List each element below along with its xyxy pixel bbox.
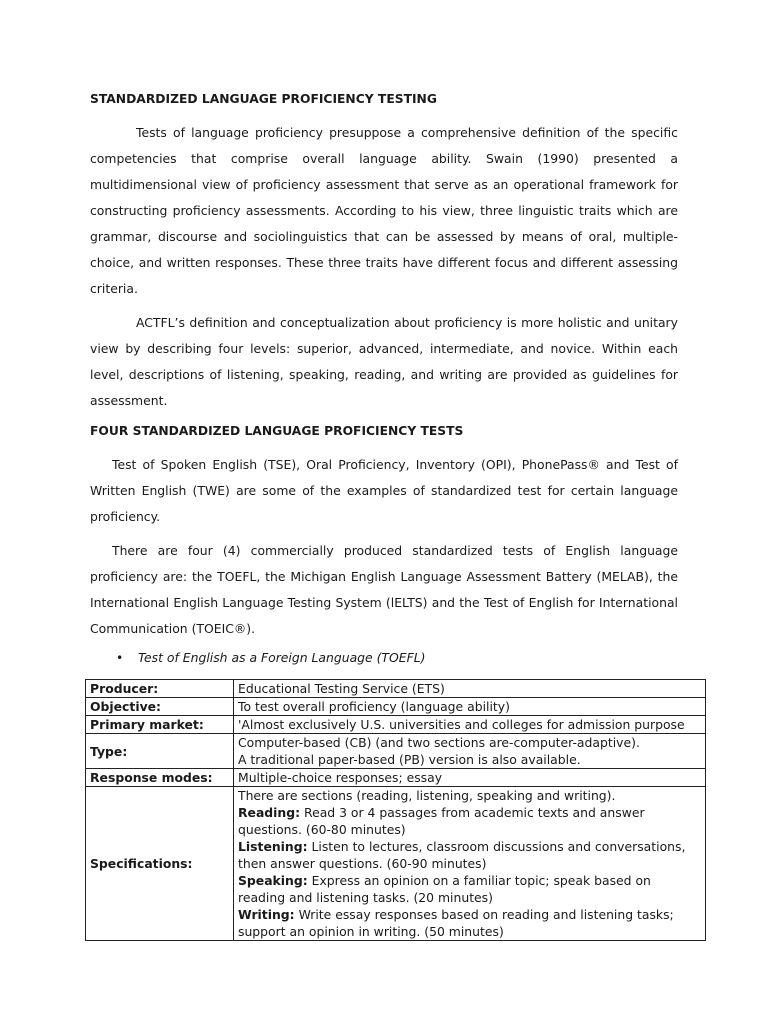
spec-speaking-label: Speaking: xyxy=(238,873,308,888)
bullet-text: Test of English as a Foreign Language (TOEFL) xyxy=(138,650,426,665)
specifications-label: Specifications: xyxy=(86,787,234,941)
section-heading-standardized-testing: STANDARDIZED LANGUAGE PROFICIENCY TESTING xyxy=(90,92,437,106)
table-row xyxy=(86,716,706,734)
type-value xyxy=(234,734,706,769)
specifications-value xyxy=(234,787,706,941)
spec-speaking-text: Express an opinion on a familiar topic; speak based on reading and listening tasks. (20 minutes) xyxy=(238,873,651,905)
toefl-table xyxy=(85,679,706,941)
spec-intro: There are sections (reading, listening, speaking and writing). xyxy=(238,788,616,803)
objective-value: To test overall proficiency (language ability) xyxy=(234,698,706,716)
spec-reading xyxy=(238,804,701,838)
section-heading-four-tests: FOUR STANDARDIZED LANGUAGE PROFICIENCY TESTS xyxy=(90,424,464,438)
spec-reading-label: Reading: xyxy=(238,805,301,820)
table-row xyxy=(86,769,706,787)
paragraph-swain: Tests of language proficiency presuppose a comprehensive definition of the specific competencies that comprise overall language ability. Swain (1990) presented a multidimensional view of proficiency assessment that serve as an operational framework for constructing proficiency assessments. According to his view, three linguistic traits which are grammar, discourse and sociolinguistics that can be assessed by means of oral, multiple-choice, and written responses. These three traits have different focus and different assessing criteria. xyxy=(90,125,678,296)
spec-listening-label: Listening: xyxy=(238,839,308,854)
spec-listening-text: Listen to lectures, classroom discussions and conversations, then answer questions. (60-90 minutes) xyxy=(238,839,686,871)
bullet-toefl xyxy=(116,650,678,665)
table-row xyxy=(86,734,706,769)
bullet-dot: • xyxy=(116,650,124,665)
response-modes-value: Multiple-choice responses; essay xyxy=(234,769,706,787)
spec-writing-label: Writing: xyxy=(238,907,295,922)
producer-label: Producer: xyxy=(86,680,234,698)
paragraph-actfl: ACTFL’s definition and conceptualization about proficiency is more holistic and unitary view by describing four levels: superior, advanced, intermediate, and novice. Within each level, descriptions of listening, speaking, reading, and writing are provided as guidelines for assessment. xyxy=(90,315,678,408)
paragraph-examples: Test of Spoken English (TSE), Oral Proficiency, Inventory (OPI), PhonePass® and Test of Written English (TWE) are some of the examples of standardized test for certain language proficiency. xyxy=(90,457,678,524)
primary-market-label: Primary market: xyxy=(86,716,234,734)
table-row xyxy=(86,698,706,716)
spec-writing-text: Write essay responses based on reading and listening tasks; support an opinion in writing. (50 minutes) xyxy=(238,907,674,939)
type-line-2: A traditional paper-based (PB) version is also available. xyxy=(238,752,581,767)
table-row xyxy=(86,787,706,941)
type-label: Type: xyxy=(86,734,234,769)
spec-speaking xyxy=(238,872,701,906)
producer-value: Educational Testing Service (ETS) xyxy=(234,680,706,698)
document-page xyxy=(90,92,686,941)
spec-listening xyxy=(238,838,701,872)
spec-writing xyxy=(238,906,701,940)
spec-reading-text: Read 3 or 4 passages from academic texts and answer questions. (60-80 minutes) xyxy=(238,805,645,837)
paragraph-four-tests: There are four (4) commercially produced standardized tests of English language proficiency are: the TOEFL, the Michigan English Language Assessment Battery (MELAB), the International English Language Testing System (lELTS) and the Test of English for International Communication (TOEIC®). xyxy=(90,543,678,636)
objective-label: Objective: xyxy=(86,698,234,716)
table-row xyxy=(86,680,706,698)
type-line-1: Computer-based (CB) (and two sections are-computer-adaptive). xyxy=(238,735,640,750)
response-modes-label: Response modes: xyxy=(86,769,234,787)
primary-market-value: 'Almost exclusively U.S. universities and colleges for admission purpose xyxy=(234,716,706,734)
